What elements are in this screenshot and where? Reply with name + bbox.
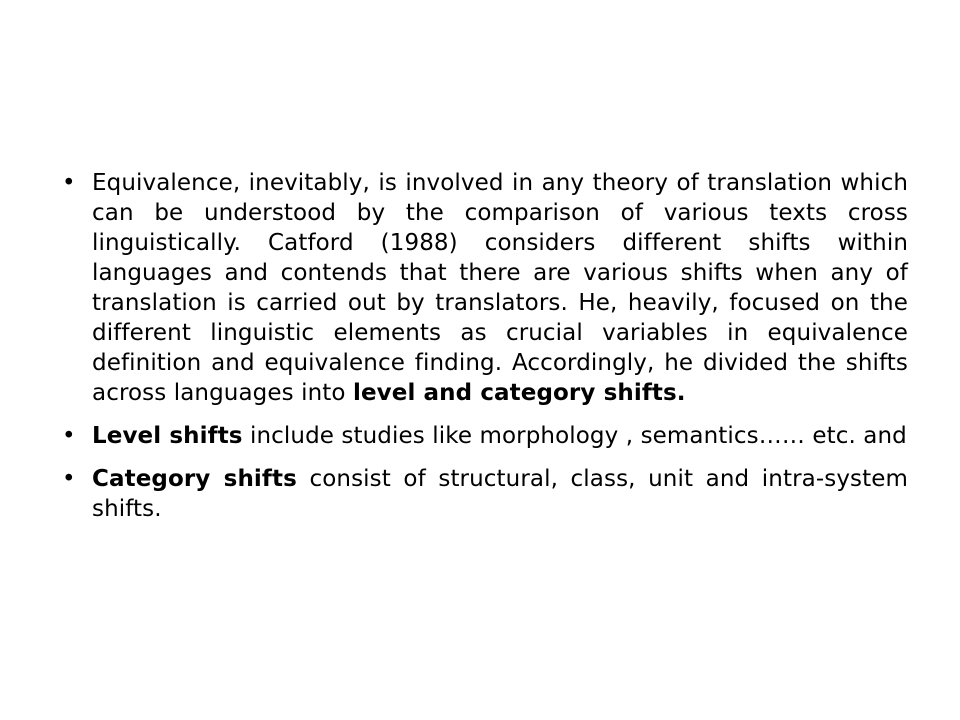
bullet-dot: • bbox=[62, 466, 76, 492]
bullet-item-equivalence bbox=[62, 168, 908, 408]
bullet-item-category-shifts bbox=[62, 464, 908, 524]
bullet-bold-trail: level and category shifts. bbox=[352, 380, 686, 406]
bullet-text: Equivalence, inevitably, is involved in any theory of translation which can be understood by the comparison of various texts cross linguistically. Catford (1988) considers different shifts within languages and contends that there are various shifts when any of translation is carried out by translators. He, heavily, focused on the different linguistic elements as crucial variables in equivalence definition and equivalence finding. Accordingly, he divided the shifts across languages into bbox=[92, 170, 908, 406]
bullet-text: include studies like morphology , semantics…… etc. and bbox=[242, 423, 907, 449]
bullet-list bbox=[62, 168, 908, 537]
bullet-text: consist of structural, class, unit and intra-system shifts. bbox=[92, 466, 908, 522]
bullet-dot: • bbox=[62, 423, 76, 449]
bullet-bold-lead: Level shifts bbox=[92, 423, 243, 449]
bullet-item-level-shifts bbox=[62, 421, 908, 451]
bullet-dot: • bbox=[62, 170, 76, 196]
bullet-bold-lead: Category shifts bbox=[92, 466, 297, 492]
